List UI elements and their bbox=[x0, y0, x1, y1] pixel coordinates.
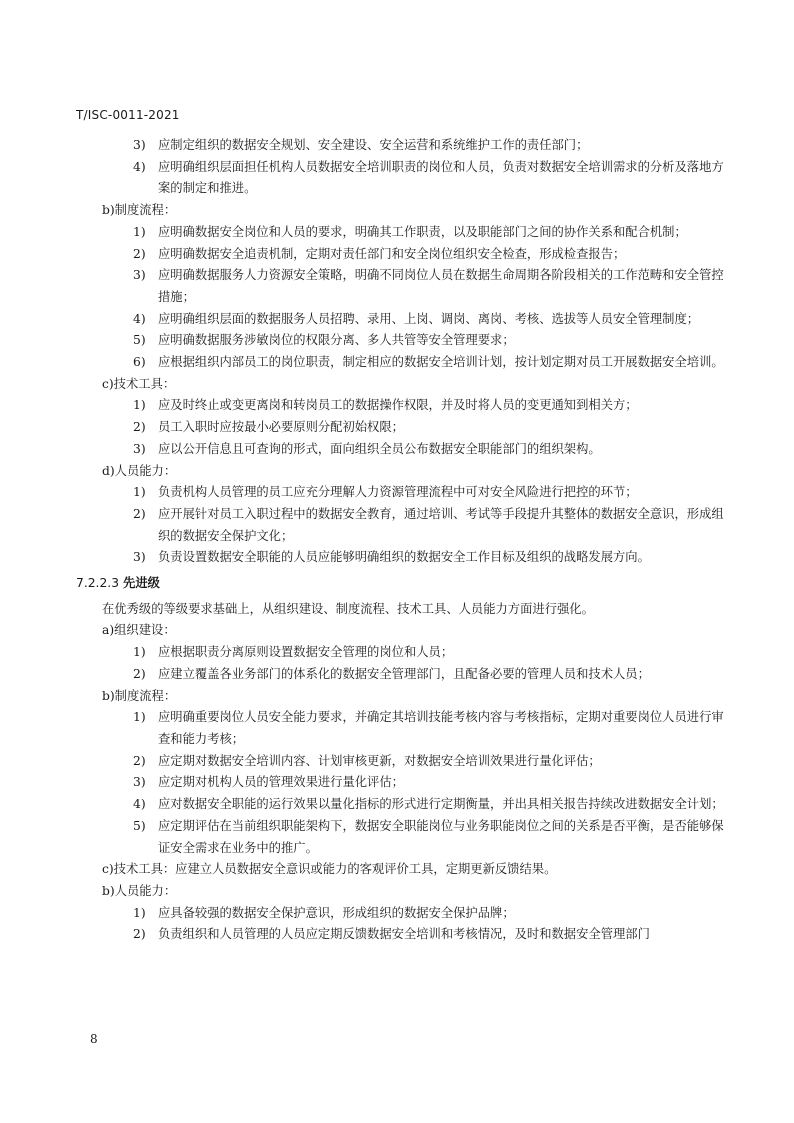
list-number: 3) bbox=[133, 268, 146, 283]
list-number: 1) bbox=[133, 710, 146, 725]
list-text: 应明确数据安全岗位和人员的要求，明确其工作职责，以及职能部门之间的协作关系和配合机制； bbox=[158, 224, 687, 239]
list-number: 3) bbox=[133, 775, 146, 790]
list-text: 员工入职时应按最小必要原则分配初始权限； bbox=[158, 420, 404, 435]
list-number: 6) bbox=[133, 355, 146, 370]
list-text: 负责设置数据安全职能的人员应能够明确组织的数据安全工作目标及组织的战略发展方向。 bbox=[158, 550, 650, 565]
section-heading bbox=[76, 573, 726, 595]
list-text: 应根据组织内部员工的岗位职责，制定相应的数据安全培训计划，按计划定期对员工开展数据安全培训。 bbox=[158, 355, 724, 370]
list-number: 4) bbox=[133, 311, 146, 326]
list-item bbox=[76, 417, 726, 439]
list-text: 应对数据安全职能的运行效果以量化指标的形式进行定期衡量，并出具相关报告持续改进数据安全计划； bbox=[158, 797, 724, 812]
section-title: 先进级 bbox=[123, 576, 160, 591]
list-text: 应定期对机构人员的管理效果进行量化评估； bbox=[158, 775, 404, 790]
list-item bbox=[76, 395, 726, 417]
list-item bbox=[76, 244, 726, 266]
list-text: 负责组织和人员管理的人员应定期反馈数据安全培训和考核情况，及时和数据安全管理部门 bbox=[158, 927, 650, 942]
list-item bbox=[76, 135, 726, 157]
list-item bbox=[76, 664, 726, 686]
list-item bbox=[76, 309, 726, 331]
list-text: 应开展针对员工入职过程中的数据安全教育，通过培训、考试等手段提升其整体的数据安全意识，形成组织的数据安全保护文化； bbox=[158, 506, 724, 543]
list-text: 应明确数据服务人力资源安全策略，明确不同岗位人员在数据生命周期各阶段相关的工作范畴和安全管控措施； bbox=[158, 268, 724, 304]
list-number: 2) bbox=[133, 420, 146, 435]
list-item bbox=[76, 330, 726, 352]
list-item bbox=[76, 352, 726, 374]
list-number: 1) bbox=[133, 224, 146, 239]
section-intro: 在优秀级的等级要求基础上，从组织建设、制度流程、技术工具、人员能力方面进行强化。 bbox=[102, 601, 594, 616]
list-text: 应制定组织的数据安全规划、安全建设、安全运营和系统维护工作的责任部门； bbox=[158, 138, 589, 152]
group-label: c)技术工具：应建立人员数据安全意识或能力的客观评价工具，定期更新反馈结果。 bbox=[102, 862, 557, 877]
list-number: 3) bbox=[133, 138, 146, 152]
list-number: 5) bbox=[133, 333, 146, 348]
list-number: 5) bbox=[133, 818, 146, 833]
list-item bbox=[76, 439, 726, 461]
list-text: 应建立覆盖各业务部门的体系化的数据安全管理部门，且配备必要的管理人员和技术人员； bbox=[158, 666, 650, 681]
section-number: 7.2.2.3 bbox=[76, 576, 120, 591]
list-item bbox=[76, 482, 726, 504]
list-number: 4) bbox=[133, 797, 146, 812]
group-label: b)人员能力： bbox=[102, 883, 177, 898]
list-text: 应根据职责分离原则设置数据安全管理的岗位和人员； bbox=[158, 645, 454, 660]
list-number: 3) bbox=[133, 441, 146, 456]
list-item bbox=[76, 924, 726, 946]
page-number: 8 bbox=[90, 1032, 98, 1046]
list-text: 应明确重要岗位人员安全能力要求，并确定其培训技能考核内容与考核指标，定期对重要岗位人员进行审查和能力考核； bbox=[158, 710, 724, 746]
list-item bbox=[76, 547, 726, 569]
list-number: 2) bbox=[133, 666, 146, 681]
list-text: 负责机构人员管理的员工应充分理解人力资源管理流程中可对安全风险进行把控的环节； bbox=[158, 485, 638, 500]
list-item bbox=[76, 222, 726, 244]
list-text: 应定期评估在当前组织职能架构下，数据安全职能岗位与业务职能岗位之间的关系是否平衡，是否能够保证安全需求在业务中的推广。 bbox=[158, 818, 724, 855]
list-item bbox=[76, 772, 726, 794]
group-label: b)制度流程： bbox=[102, 688, 177, 703]
list-number: 1) bbox=[133, 905, 146, 920]
document-code: T/ISC-0011-2021 bbox=[76, 108, 180, 122]
group-label: b)制度流程： bbox=[102, 203, 177, 218]
list-number: 3) bbox=[133, 550, 146, 565]
list-item bbox=[76, 157, 726, 200]
list-text: 应及时终止或变更离岗和转岗员工的数据操作权限，并及时将人员的变更通知到相关方； bbox=[158, 398, 638, 413]
list-text: 应明确数据安全追责机制，定期对责任部门和安全岗位组织安全检查，形成检查报告； bbox=[158, 246, 626, 261]
list-number: 1) bbox=[133, 398, 146, 413]
list-text: 应明确组织层面的数据服务人员招聘、录用、上岗、调岗、离岗、考核、选拔等人员安全管理制度； bbox=[158, 311, 700, 326]
list-item bbox=[76, 504, 726, 547]
list-item bbox=[76, 816, 726, 859]
list-text: 应定期对数据安全培训内容、计划审核更新，对数据安全培训效果进行量化评估； bbox=[158, 753, 601, 768]
list-item bbox=[76, 642, 726, 664]
list-number: 4) bbox=[133, 159, 146, 174]
document-body bbox=[76, 135, 726, 946]
list-number: 2) bbox=[133, 927, 146, 942]
list-text: 应明确数据服务涉敏岗位的权限分离、多人共管等安全管理要求； bbox=[158, 333, 515, 348]
list-number: 1) bbox=[133, 485, 146, 500]
list-number: 2) bbox=[133, 753, 146, 768]
list-item bbox=[76, 265, 726, 308]
list-text: 应具备较强的数据安全保护意识，形成组织的数据安全保护品牌； bbox=[158, 905, 515, 920]
list-number: 1) bbox=[133, 645, 146, 660]
list-item bbox=[76, 903, 726, 925]
list-item bbox=[76, 751, 726, 773]
list-number: 2) bbox=[133, 246, 146, 261]
list-text: 应以公开信息且可查询的形式，面向组织全员公布数据安全职能部门的组织架构。 bbox=[158, 441, 601, 456]
list-text: 应明确组织层面担任机构人员数据安全培训职责的岗位和人员，负责对数据安全培训需求的分析及落地方案的制定和推进。 bbox=[158, 159, 724, 196]
list-item bbox=[76, 707, 726, 750]
list-item bbox=[76, 794, 726, 816]
group-label: a)组织建设： bbox=[102, 623, 176, 638]
list-number: 2) bbox=[133, 506, 146, 521]
group-label: d)人员能力： bbox=[102, 463, 177, 478]
group-label: c)技术工具： bbox=[102, 376, 176, 391]
